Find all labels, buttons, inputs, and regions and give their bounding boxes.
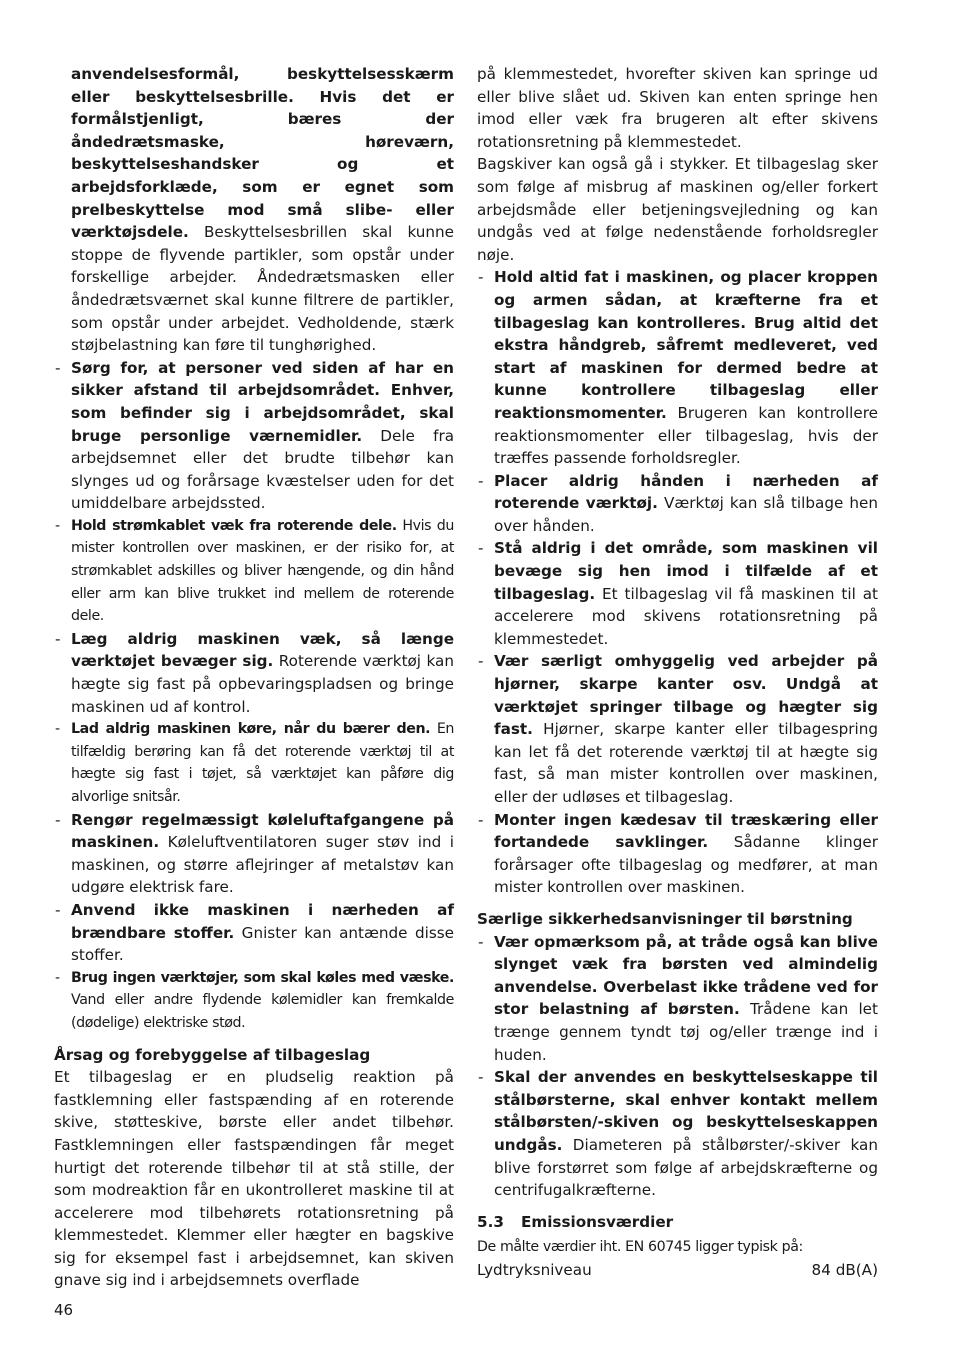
- item-normal: Roterende værktøj kan hægte sig fast på opbevaringspladsen og bringe maskinen ud af kontrol.: [71, 652, 454, 716]
- heading-brushing: Særlige sikkerhedsanvisninger til børstning: [477, 909, 853, 928]
- dash: -: [55, 969, 60, 986]
- page-number: 46: [54, 1301, 74, 1319]
- item-normal: Hjørner, skarpe kanter eller tilbagespring kan let få det roterende værktøj til at hægte sig fast, så man mister kontrollen over maskinen, eller der udløses et tilbageslag.: [494, 720, 878, 806]
- item-bold: Vær særligt omhyggelig ved arbejder på hjørner, skarpe kanter osv. Undgå at værktøjet springer tilbage og hægter sig fast.: [494, 652, 878, 739]
- item-bold: Hold strømkablet væk fra roterende dele.: [71, 517, 397, 534]
- list-item: [477, 537, 878, 650]
- list-item: [54, 515, 454, 628]
- dash: -: [478, 471, 484, 490]
- dash: -: [478, 932, 484, 951]
- list-item: [54, 718, 454, 808]
- right-column: [477, 63, 878, 1281]
- item-normal: Sådanne klinger forårsager ofte tilbageslag og medfører, at man mister kontrollen over maskinen.: [494, 833, 879, 897]
- intro-bold: anvendelsesformål, beskyttelsesskærm eller beskyttelsesbrille. Hvis det er formålstjenligt, bæres der åndedrætsmaske, høreværn, beskyttelseshandsker og et arbejdsforklæde, som er egnet som prelbeskyttelse mod små slibe- eller værktøjsdele.: [71, 65, 454, 242]
- dash: -: [478, 810, 484, 829]
- item-bold: Lad aldrig maskinen køre, når du bærer den.: [71, 721, 431, 738]
- item-normal: Værktøj kan slå tilbage hen over hånden.: [494, 494, 878, 535]
- backing-pad-paragraph: Bagskiver kan også gå i stykker. Et tilbageslag sker som følge af misbrug af maskinen og/eller forkert arbejdsmåde eller betjeningsvejledning og kan undgås ved at følge nedenstående forholdsregler nøje.: [477, 155, 878, 264]
- dash: -: [55, 810, 61, 829]
- item-normal: Diameteren på stålbørster/-skiver kan blive forstørret som følge af arbejdskræfterne og centrifugalkræfterne.: [494, 1135, 878, 1200]
- item-bold: Skal der anvendes en beskyttelseskappe til stålbørsterne, skal enhver kontakt mellem stålbørsten/-skiven og beskyttelseskappen undgås.: [494, 1068, 878, 1154]
- sound-pressure-row: [477, 1259, 878, 1282]
- section-heading-emissions: [477, 1211, 878, 1234]
- item-bold: Placer aldrig hånden i nærheden af roterende værktøj.: [494, 471, 878, 513]
- dash: -: [478, 652, 484, 671]
- list-item: [477, 1066, 878, 1202]
- intro-normal: Beskyttelsesbrillen skal kunne stoppe de flyvende partikler, som opstår under forskellige arbejder. Åndedrætsmasken eller åndedrætsværnet skal kunne filtrere de partikler, som opstår under arbejdet. Vedholdende, stærk støjbelastning kan føre til tunghørighed.: [71, 223, 454, 355]
- list-item: [477, 809, 878, 899]
- list-item: [54, 967, 454, 1035]
- kickback-paragraph: Et tilbageslag er en pludselig reaktion på fastklemning eller fastspænding af en roterende skive, støtteskive, børste eller andet tilbehør. Fastklemningen eller fastspændingen får meget hurtigt det roterende tilbehør til at stå stille, der som modreaktion får en ukontrolleret maskine til at accelerere mod tilbehørets rotationsretning på klemmestedet. Klemmer eller hægter en bagskive sig for eksempel fast i arbejdsemnet, kan skiven gnave sig ind i arbejdsemnets overflade: [54, 1068, 454, 1290]
- item-bold: Vær opmærksom på, at tråde også kan blive slynget væk fra børsten ved almindelig anvendelse. Overbelast ikke trådene ved for stor belastning af børsten.: [494, 932, 878, 1019]
- item-normal: Køleluftventilatoren suger støv ind i maskinen, og større aflejringer af metalstøv kan udgøre elektrisk fare.: [71, 833, 454, 897]
- list-item: [477, 650, 878, 808]
- dash: -: [478, 539, 484, 558]
- item-normal: Et tilbageslag vil få maskinen til at accelerere mod skivens rotationsretning på klemmestedet.: [494, 584, 878, 648]
- item-bold: Rengør regelmæssigt køleluftafgangene på maskinen.: [71, 810, 454, 852]
- sound-pressure-value: 84 dB(A): [811, 1260, 878, 1279]
- dash: -: [55, 517, 60, 534]
- list-item: [54, 809, 454, 899]
- item-normal: Gnister kan antænde disse stoffer.: [71, 923, 454, 965]
- dash: -: [55, 629, 61, 648]
- section-number: 5.3: [477, 1212, 504, 1231]
- item-bold: Brug ingen værktøjer, som skal køles med væske.: [71, 969, 454, 986]
- dash: -: [55, 721, 60, 738]
- list-item: [477, 470, 878, 538]
- dash: -: [55, 358, 61, 377]
- list-item: [477, 931, 878, 1067]
- section-title: Emissionsværdier: [521, 1212, 674, 1231]
- kickback-paragraph-continued: på klemmestedet, hvorefter skiven kan springe ud eller blive slået ud. Skiven kan enten springe hen imod eller væk fra brugeren alt efter skivens rotationsretning på klemmestedet.: [477, 65, 878, 151]
- left-column: [54, 63, 454, 1292]
- intro-paragraph: [54, 63, 454, 357]
- item-normal: Vand eller andre flydende kølemidler kan fremkalde (dødelige) elektriske stød.: [71, 992, 454, 1031]
- item-bold: Sørg for, at personer ved siden af har en sikker afstand til arbejdsområdet. Enhver, som befinder sig i arbejdsområdet, skal bruge personlige værnemidler.: [71, 358, 454, 445]
- dash: -: [478, 1068, 484, 1087]
- heading-kickback: Årsag og forebyggelse af tilbageslag: [54, 1045, 371, 1064]
- item-bold: Læg aldrig maskinen væk, så længe værktøjet bevæger sig.: [71, 629, 454, 671]
- item-bold: Hold altid fat i maskinen, og placer kroppen og armen sådan, at kræfterne fra et tilbageslag kan kontrolleres. Brug altid det ekstra håndgreb, såfremt medleveret, ved start af maskinen for dermed bedre at kunne kontrollere tilbageslag eller reaktionsmomenter.: [494, 268, 878, 422]
- item-bold: Monter ingen kædesav til træskæring eller fortandede savklinger.: [494, 810, 878, 852]
- item-normal: Trådene kan let trænge gennem tyndt tøj og/eller trænge ind i huden.: [494, 1000, 878, 1064]
- sound-pressure-label: Lydtryksniveau: [477, 1260, 592, 1279]
- item-bold: Anvend ikke maskinen i nærheden af brændbare stoffer.: [71, 900, 454, 942]
- item-bold: Stå aldrig i det område, som maskinen vil bevæge sig hen imod i tilfælde af et tilbageslag.: [494, 539, 878, 603]
- dash: -: [478, 268, 484, 287]
- list-item: [54, 899, 454, 967]
- dash: -: [55, 900, 61, 919]
- list-item: [477, 266, 878, 469]
- item-normal: Hvis du mister kontrollen over maskinen, er der risiko for, at strømkablet adskilles og bliver hængende, og din hånd eller arm kan blive trukket ind mellem de roterende dele.: [71, 517, 454, 625]
- item-normal: Brugeren kan kontrollere reaktionsmomenter eller tilbageslag, hvis der træffes passende forholdsregler.: [494, 403, 878, 468]
- list-item: [54, 357, 454, 515]
- item-normal: Dele fra arbejdsemnet eller det brudte tilbehør kan slynges ud og forårsage kvæstelser uden for det umiddelbare arbejdssted.: [71, 426, 454, 513]
- measured-values-text: De målte værdier iht. EN 60745 ligger typisk på:: [477, 1239, 803, 1256]
- list-item: [54, 628, 454, 718]
- item-normal: En tilfældig berøring kan få det roterende værktøj til at hægte sig fast i tøjet, så værktøjet kan påføre dig alvorlige snitsår.: [71, 721, 454, 805]
